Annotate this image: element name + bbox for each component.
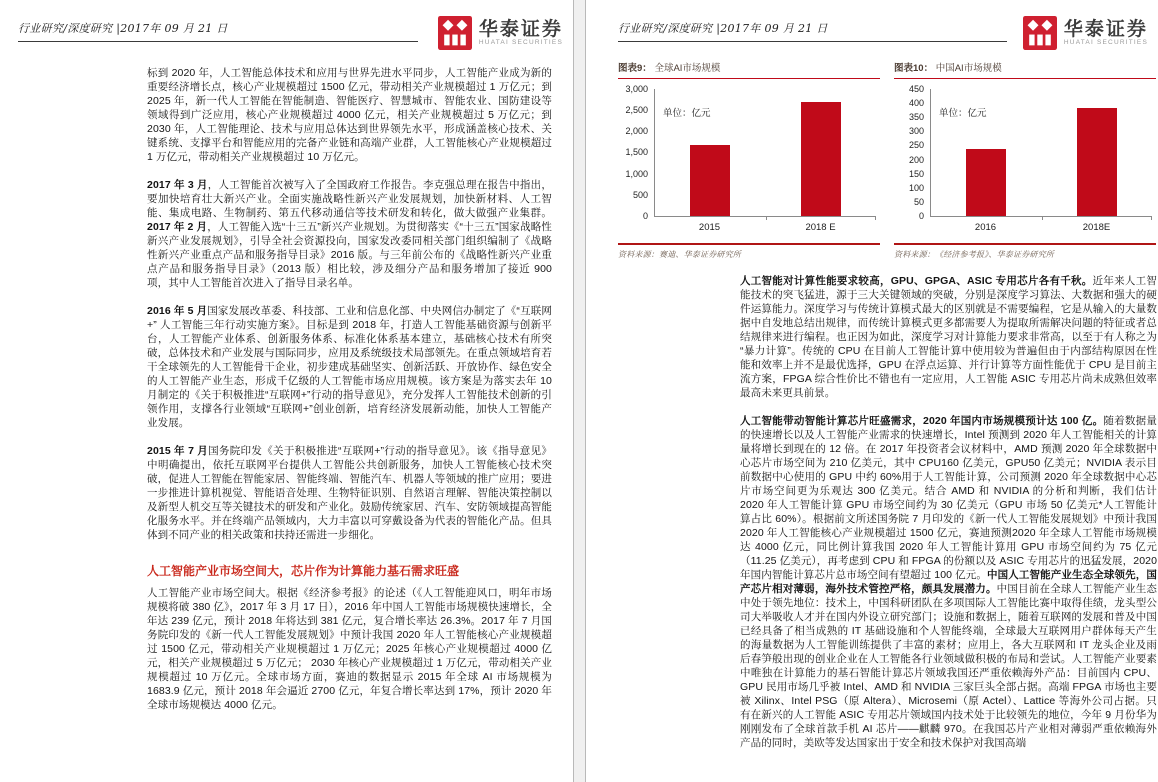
x-tick-label: 2016 (974, 222, 997, 233)
huatai-logo-icon (438, 16, 472, 50)
x-tick-label: 2018 E (805, 222, 836, 233)
figure-title: 中国AI市场规模 (935, 63, 1002, 74)
y-tick-label: 450 (908, 84, 924, 94)
paragraph (740, 274, 1157, 400)
y-tick-label: 100 (908, 182, 924, 193)
huatai-logo-cn: 华泰证券 (1063, 18, 1148, 40)
text-run: 近年来人工智能技术的突飞猛进，源于三大关键领域的突破，分别是深度学习算法、大数据和强大的硬件运算能力。深度学习与传统计算模式最大的区别就是不需要编程，它是从输入的大量数据中自发地总结出规律，而传统计算模式更多都需要人为提取所需解决问题的特征或者总结规律来进行编程。也正因为如此，深度学习对计算能力要求非常高，以至于有人称之为 “暴力计算”。传统的 CPU 在目前人工智能计算中使用较为普遍但由于内部结构原因在性能和效率上并不是最优选择，GPU 在浮点运算、并行计算等方面性能优于 CPU 是目前主流方案，FPGA 综合性价比不错也有一定应用，人工智能 ASIC 专用芯片尚未成熟但效率最高未来更具前景。 (740, 275, 1157, 399)
huatai-logo-icon (1023, 16, 1057, 50)
text-run: 中国目前在全球人工智能产业生态中处于领先地位：技术上，中国科研团队在多项国际人工智能比赛中取得佳绩，龙头型公司大举吸收人才并在国内外设立研究部门；设施和数据上，随着互联网的发展和普及中国已经具备了相当成熟的 IT 基础设施和个人智能终端，全球最大互联网用户群体每天产生的海量数据为人工智能训练提供了丰富的素材；应用上，各大互联网和 IT 龙头企业及雨后春笋般出现的创业企业在人工智能各行业领域做积极的布局和尝试。人工智能产业要素中唯独在计算能力的基石智能计算芯片领域我国还严重依赖海外产品：目前国内 CPU、GPU 民用市场几乎被 Intel、AMD 和 NVIDIA 三家巨头全部占据。高端 FPGA 市场也主要被 Xilinx、Intel PSG（原 Altera）、Microsemi（原 Actel）、Lattice 等海外公司占据。只有在新兴的人工智能 ASIC 专用芯片领域国内技术处于比较领先的地位，今年 9 月份华为刚刚发布了全球首款手机 AI 芯片——麒麟 970。在我国芯片产业相对薄弱严重依赖海外产品的同时，美欧等发达国家出于安全和技术保护对我国高端 (740, 583, 1157, 749)
bar-2015 (690, 145, 730, 216)
charts-row (618, 58, 1156, 260)
y-axis (618, 85, 654, 221)
bold-text-run: 人工智能带动智能计算芯片旺盛需求，2020 年国内市场规模预计达 100 亿。 (740, 415, 1104, 427)
bold-text-run: 2017 年 2 月 (147, 221, 208, 233)
figure-divider (894, 243, 1156, 245)
figure-global-ai-market (618, 58, 880, 260)
paragraph (147, 66, 552, 164)
huatai-logo-text (1064, 19, 1148, 47)
paragraph (147, 304, 552, 430)
y-tick-label: 500 (632, 189, 648, 200)
y-tick-label: 1,500 (625, 147, 648, 158)
left-body-column (147, 66, 552, 712)
huatai-logo-en: HUATAI SECURITIES (1063, 39, 1148, 46)
x-tick-label: 2015 (698, 222, 721, 233)
page-right (586, 0, 1158, 782)
plot-area (930, 89, 1152, 217)
y-tick-label: 2,500 (625, 105, 648, 116)
section-heading (147, 562, 552, 579)
plot-area (654, 89, 876, 217)
bar-2016 (966, 149, 1006, 216)
plot-wrap (654, 89, 880, 233)
text-run: 标到 2020 年，人工智能总体技术和应用与世界先进水平同步，人工智能产业成为新的重要经济增长点，核心产业规模超过 1500 亿元，带动相关产业规模超过 1 万亿元；到 2025 年，新一代人工智能在智能制造、智能医疗、智慧城市、智能农业、国防建设等领域得到广泛应用，核心产业规模超过 4000 亿元，相关产业规模超过 5 万亿元；到 2030 年，人工智能理论、技术与应用总体达到世界领先水平，形成涵盖核心技术、关键系统、支撑平台和智能应用的完备产业链和高端产业群，人工智能核心产业规模超过 1 万亿元，带动相关产业规模超过 10 万亿元。 (147, 67, 552, 163)
x-tick-label: 2018E (1082, 222, 1111, 233)
text-run: 国家发展改革委、科技部、工业和信息化部、中央网信办制定了《“互联网+” 人工智能三年行动实施方案》。目标是到 2018 年，打造人工智能基础资源与创新平台，人工智能产业体系、创新服务体系、标准化体系基本建立，基础核心技术有所突破，总体技术和产业发展与国际同步，应用及系统级技术局部领先。在重点领域培育若干全球领先的人工智能骨干企业，初步建成基础坚实、创新活跃、开放协作、绿色安全的人工智能产业生态，形成千亿级的人工智能市场应用规模。该方案是为落实去年 10 月制定的《关于积极推进“互联网+”行动的指导意见》，充分发挥人工智能技术创新的引领作用，支撑各行业领域“互联网+”创业创新，培育经济发展新动能，加快人工智能产业发展。 (147, 305, 553, 429)
y-tick-label: 350 (908, 112, 924, 123)
page-gutter (573, 0, 586, 782)
paragraph (740, 414, 1157, 750)
y-tick-label: 250 (908, 140, 924, 151)
text-run: ，人工智能首次被写入了全国政府工作报告。李克强总理在报告中指出，要加快培育壮大新兴产业。全面实施战略性新兴产业发展规划，加快新材料、人工智能、集成电路、生物制药、第五代移动通信等技术研发和转化，做大做强产业集群。 (147, 179, 552, 219)
huatai-logo-text (479, 19, 563, 47)
bold-text-run: 人工智能对计算性能要求较高，GPU、GPGA、ASIC 专用芯片各有千秋。 (740, 275, 1093, 287)
y-axis (894, 85, 930, 221)
figure-title: 全球AI市场规模 (654, 63, 721, 74)
bar-2018E (801, 102, 841, 216)
x-axis-labels (654, 222, 876, 233)
plot-wrap (930, 89, 1156, 233)
y-tick-label: 3,000 (625, 84, 648, 94)
y-tick-label: 0 (918, 210, 924, 221)
figure-divider (618, 243, 880, 245)
report-category-date: 行业研究/深度研究 |2017年 09 月 21 日 (18, 10, 418, 42)
bold-text-run: 2015 年 7 月 (147, 445, 209, 457)
paragraph (147, 586, 552, 712)
bold-text-run: 2016 年 5 月 (147, 305, 208, 317)
y-tick-label: 0 (642, 210, 648, 221)
unit-label: 单位：亿元 (663, 108, 711, 119)
huatai-logo-cn: 华泰证券 (478, 18, 563, 40)
figure-source: 资料来源：赛迪、华泰证券研究所 (618, 250, 741, 259)
huatai-logo (1023, 10, 1158, 50)
unit-label: 单位：亿元 (939, 108, 987, 119)
chart-area (618, 84, 880, 233)
paragraph (147, 178, 552, 290)
page-header (18, 10, 573, 50)
bold-text-run: 中国人工智能产业生态全球领先，国产芯片相对薄弱，海外技术管控严格，颇具发展潜力。 (740, 569, 1158, 595)
text-run: ，人工智能入选“十三五”新兴产业规划。为贯彻落实《“十三五”国家战略性新兴产业发展规划》，引导全社会资源投向，国家发改委同相关部门组织编制了《战略性新兴产业重点产品和服务指导目录》2016 版。与三年前公布的《战略性新兴产业重点产品和服务指导目录》（2013 版）相比较，涉及细分产品和服务增加了接近 900 项，其中人工智能首次进入了指导目录名单。 (147, 221, 552, 289)
y-tick-label: 200 (908, 154, 924, 165)
huatai-logo (438, 10, 573, 50)
y-tick-label: 1,000 (625, 168, 648, 179)
y-tick-label: 300 (908, 126, 924, 137)
page-header (618, 10, 1158, 50)
y-tick-label: 50 (913, 196, 924, 207)
y-tick-label: 400 (908, 98, 924, 109)
figure-china-ai-market (894, 58, 1156, 260)
bold-text-run: 2017 年 3 月 (147, 179, 208, 191)
text-run: 随着数据量的快速增长以及人工智能产业需求的快速增长，Intel 预测到 2020 年人工智能相关的计算量将增长到现在的 12 倍。在 2017 年投资者会议材料中，AMD 预测 2020 年全球数据中心芯片市场空间为 210 亿美元，其中 CPU160 亿美元，GPU50 亿美元；NVIDIA 表示目前数据中心使用的 GPU 中约 60%用于人工智能计算，公司预测 2020 年全球数据中心芯片市场空间更为乐观达 300 亿美元。结合 AMD 和 NVIDIA 的分析和判断，我们估计 2020 年人工智能计算 GPU 市场空间约为 30 亿美元（GPU 市场 50 亿美元*人工智能计算占比 60%）。根据前文所述国务院 7 月印发的《新一代人工智能发展规划》中预计我国 2020 年人工智能核心产业规模超过 1500 亿元，赛迪预测2020 年全球人工智能市场规模达 4000 亿元，同比例计算我国 2020 年人工智能计算用 GPU 市场空间约为 75 亿元（11.25 亿美元），再考虑到 CPU 和 FPGA 的份额以及 ASIC 专用芯片的迅猛发展，2020 年国内智能计算芯片总市场空间有望超过 100 亿元。 (740, 415, 1158, 581)
figure-title-row (894, 58, 1156, 79)
page-left (0, 0, 573, 782)
huatai-logo-en: HUATAI SECURITIES (478, 39, 563, 46)
right-body-column (740, 274, 1157, 750)
text-run: 人工智能产业市场空间大。根据《经济参考报》的论述（《人工智能迎风口，明年市场规模将破 380 亿》，2017 年 3 月 17 日），2016 年中国人工智能市场规模快速增长，全年达 239 亿元，预计 2018 年将达到 381 亿元，复合增长率达 26.3%。2017 年 7 月国务院印发的《新一代人工智能发展规划》中预计我国 2020 年人工智能核心产业规模超过 1500 亿元，带动相关产业规模超过 1 万亿元；2025 年核心产业规模超过 4000 亿元，相关产业规模超过 5 万亿元； 2030 年核心产业规模超过 1 万亿元，带动相关产业规模超过 10 万亿元。全球市场方面，赛迪的数据显示 2015 年全球 AI 市场规模为 1683.9 亿元，预计 2018 年会逼近 2700 亿元，年复合增长率达到 17%，预计 2020 年全球市场规模达 4000 亿元。 (147, 587, 552, 711)
paragraph (147, 444, 552, 542)
figure-title-row (618, 58, 880, 79)
y-tick-label: 2,000 (625, 126, 648, 137)
x-axis-labels (930, 222, 1152, 233)
figure-label: 图表9： (618, 63, 652, 74)
chart-area (894, 84, 1156, 233)
bold-text-run: 人工智能产业市场空间大，芯片作为计算能力基石需求旺盛 (147, 564, 460, 578)
figure-source: 资料来源：《经济参考报》、华泰证券研究所 (894, 250, 1054, 259)
bar-2018E (1077, 108, 1117, 216)
text-run: 国务院印发《关于积极推进“互联网+”行动的指导意见》。该《指导意见》中明确提出，依托互联网平台提供人工智能公共创新服务，加快人工智能核心技术突破，促进人工智能在智能家居、智能终端、智能汽车、机器人等领域的推广应用；要进一步推进计算机视觉、智能语音处理、生物特征识别、自然语言理解、智能决策控制以及新型人机交互等关键技术的研发和产业化。鼓励传统家居、汽车、安防领域提高智能化服务水平。并在终端产品领域内，大力丰富以可穿戴设备为代表的智能化产品。但具体到不同产业的相关政策和扶持还需进一步细化。 (147, 445, 553, 541)
report-category-date: 行业研究/深度研究 |2017年 09 月 21 日 (618, 10, 1007, 42)
y-tick-label: 150 (908, 168, 924, 179)
figure-label: 图表10： (894, 63, 934, 74)
